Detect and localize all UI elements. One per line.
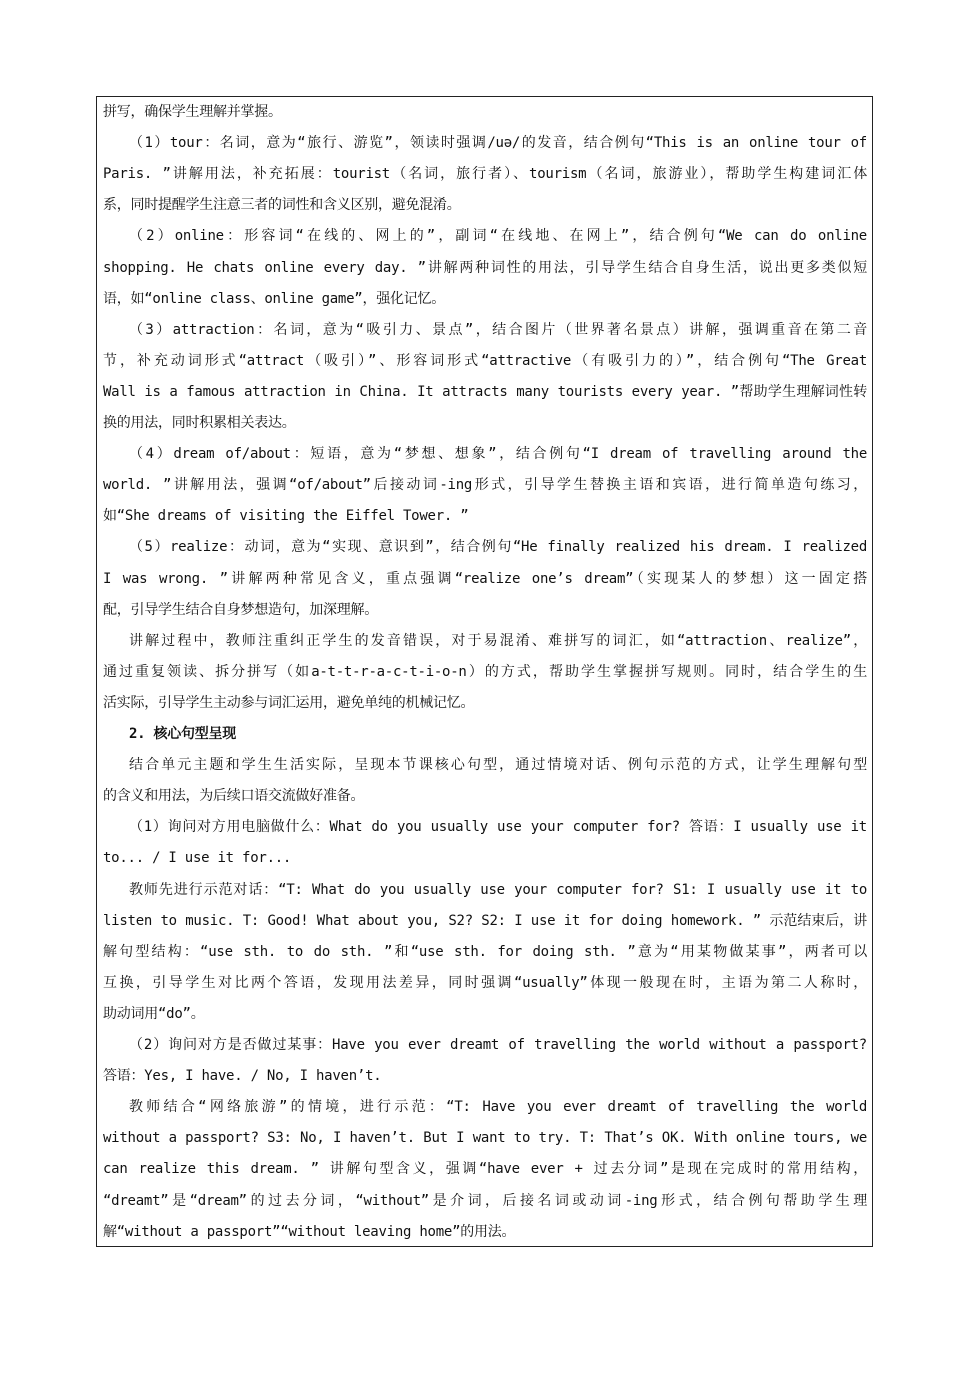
text-line: 系，同时提醒学生注意三者的词性和含义区别，避免混淆。 [103,197,461,214]
text-line: Paris. ”讲解用法，补充拓展：tourist（名词，旅行者）、tourism（名词，旅游业），帮助学生构建词汇体 [103,166,867,183]
text-line: （3）attraction：名词，意为“吸引力、景点”，结合图片（世界著名景点）讲解，强调重音在第二音 [129,321,867,338]
text-line: （4）dream of/about：短语，意为“梦想、想象”，结合例句“I dream of travelling around the [129,446,867,463]
section-heading: 2. 核心句型呈现 [129,726,237,742]
text-line: 拼写，确保学生理解并掌握。 [103,104,282,120]
text-line: 解句型结构：“use sth. to do sth. ”和“use sth. for doing sth. ”意为“用某物做某事”，两者可以 [103,943,867,960]
text-line: （1）tour：名词，意为“旅行、游览”，领读时强调/uə/的发音，结合例句“This is an online tour of [129,135,867,152]
text-line: 如“She dreams of visiting the Eiffel Tower. ” [103,508,469,525]
text-line: I was wrong. ”讲解两种常见含义，重点强调“realize one’s dream”（实现某人的梦想）这一固定搭 [103,570,867,587]
text-line: 助动词用“do”。 [103,1005,205,1022]
text-line: listen to music. T: Good! What about you, S2? S2: I use it for doing homework. ” 示范结束后，讲 [103,912,867,929]
text-line: 答语：Yes, I have. / No, I haven’t. [103,1068,382,1085]
text-line: Wall is a famous attraction in China. It attracts many tourists every year. ”帮助学生理解词性转 [103,383,867,400]
lesson-plan-text-box [96,96,873,1247]
text-line: （1）询问对方用电脑做什么：What do you usually use your computer for? 答语：I usually use it [129,819,867,836]
text-line: 通过重复领读、拆分拼写（如a-t-t-r-a-c-t-i-o-n）的方式，帮助学生掌握拼写规则。同时，结合学生的生 [103,663,867,680]
text-line: 结合单元主题和学生生活实际，呈现本节课核心句型，通过情境对话、例句示范的方式，让学生理解句型 [129,757,867,774]
text-line: （2）询问对方是否做过某事：Have you ever dreamt of travelling the world without a passport? [129,1037,867,1053]
text-line: shopping. He chats online every day. ”讲解两种词性的用法，引导学生结合自身生活，说出更多类似短 [103,259,867,276]
text-line: 教师先进行示范对话：“T: What do you usually use your computer for? S1: I usually use it to [129,881,867,898]
text-line: 活实际，引导学生主动参与词汇运用，避免单纯的机械记忆。 [103,694,475,711]
text-line: to... / I use it for... [103,850,292,867]
text-line: 语，如“online class、online game”，强化记忆。 [103,290,445,307]
text-line: 换的用法，同时积累相关表达。 [103,415,296,431]
text-line: 配，引导学生结合自身梦想造句，加深理解。 [103,601,378,618]
text-line: 互换，引导学生对比两个答语，发现用法差异，同时强调“usually”体现一般现在时，主语为第二人称时， [103,974,867,991]
text-line: can realize this dream. ” 讲解句型含义，强调“have ever + 过去分词”是现在完成时的常用结构， [103,1161,867,1178]
text-line: （2）online：形容词“在线的、网上的”，副词“在线地、在网上”，结合例句“We can do online [129,228,867,245]
text-line: （5）realize：动词，意为“实现、意识到”，结合例句“He finally realized his dream. I realized [129,539,867,556]
text-line: 的含义和用法，为后续口语交流做好准备。 [103,788,365,805]
text-line: 解“without a passport”“without leaving home”的用法。 [103,1223,516,1240]
text-line: without a passport? S3: No, I haven’t. But I want to try. T: That’s OK. With online tours, we [103,1130,867,1147]
text-line: “dreamt”是“dream”的过去分词，“without”是介词，后接名词或动词-ing形式，结合例句帮助学生理 [103,1192,867,1209]
text-line: 教师结合“网络旅游”的情境，进行示范：“T: Have you ever dreamt of travelling the world [129,1099,867,1116]
text-line: 节，补充动词形式“attract（吸引）”、形容词形式“attractive（有吸引力的）”，结合例句“The Great [103,352,867,369]
text-line: world. ”讲解用法，强调“of/about”后接动词-ing形式，引导学生替换主语和宾语，进行简单造句练习， [103,477,867,494]
text-line: 讲解过程中，教师注重纠正学生的发音错误，对于易混淆、难拼写的词汇，如“attraction、realize”， [129,632,867,649]
